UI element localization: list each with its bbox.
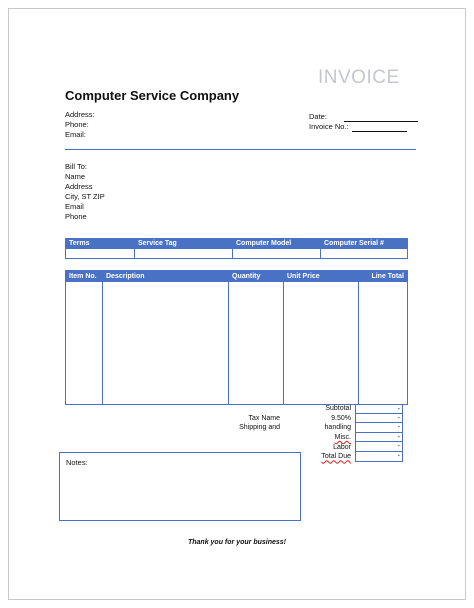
subtotal-value[interactable]: -	[355, 404, 403, 414]
column-divider	[283, 271, 284, 404]
invoice-no-field[interactable]	[352, 124, 407, 132]
total-due-value[interactable]: -	[355, 452, 403, 462]
computer-model-header: Computer Model	[233, 239, 321, 249]
handling-label: handling	[324, 424, 351, 432]
misc-label: Misc.	[334, 434, 351, 442]
labor-label: Labor	[333, 443, 351, 451]
tax-value[interactable]: -	[355, 414, 403, 424]
invoice-title: INVOICE	[318, 67, 400, 88]
phone-label: Phone:	[65, 120, 89, 129]
computer-serial-header: Computer Serial #	[321, 239, 408, 249]
date-field[interactable]	[344, 114, 418, 122]
tax-name-label: Tax Name	[248, 414, 280, 422]
description-header: Description	[106, 273, 145, 280]
computer-serial-cell[interactable]	[321, 249, 408, 259]
notes-box[interactable]	[59, 452, 301, 521]
thank-you-message: Thank you for your business!	[187, 539, 286, 546]
invoice-no-label: Invoice No.:	[309, 122, 349, 131]
bill-to-address: Address	[65, 182, 93, 191]
date-label: Date:	[309, 111, 327, 121]
misc-value[interactable]: -	[355, 433, 403, 443]
subtotal-label: Subtotal	[325, 405, 351, 413]
totals-row	[230, 404, 403, 414]
item-no-header: Item No.	[69, 273, 97, 280]
labor-value[interactable]: -	[355, 442, 403, 452]
column-divider	[228, 271, 229, 404]
service-tag-header: Service Tag	[135, 239, 233, 249]
bill-to-city: City, ST ZIP	[65, 192, 105, 201]
terms-header-row	[66, 239, 408, 249]
line-total-header: Line Total	[371, 273, 404, 280]
column-divider	[358, 271, 359, 404]
date-row	[309, 111, 418, 122]
totals-row	[230, 414, 403, 424]
company-contact-block	[65, 110, 95, 140]
totals-row	[230, 423, 403, 433]
bill-to-phone: Phone	[65, 212, 87, 221]
company-name: Computer Service Company	[65, 88, 240, 103]
unit-price-header: Unit Price	[287, 273, 320, 280]
bill-to-block	[65, 162, 105, 222]
totals-row	[230, 442, 403, 452]
terms-cell[interactable]	[66, 249, 135, 259]
bill-to-name: Name	[65, 172, 86, 181]
header-divider	[65, 149, 416, 150]
bill-to-email: Email	[65, 202, 84, 211]
handling-value[interactable]: -	[355, 423, 403, 433]
email-label: Email:	[65, 130, 86, 139]
address-label: Address:	[65, 110, 95, 119]
tax-rate-label: 9.50%	[331, 414, 351, 422]
computer-model-cell[interactable]	[233, 249, 321, 259]
bill-to-heading: Bill To:	[65, 162, 87, 171]
invoice-meta-block	[309, 111, 418, 132]
service-tag-cell[interactable]	[135, 249, 233, 259]
quantity-header: Quantity	[232, 273, 261, 280]
notes-label: Notes:	[66, 458, 88, 467]
total-due-label: Total Due	[321, 453, 351, 461]
terms-header: Terms	[66, 239, 135, 249]
terms-table	[65, 238, 408, 259]
terms-input-row	[66, 249, 408, 259]
invoice-no-row	[309, 122, 418, 133]
items-table	[65, 270, 408, 405]
shipping-label: Shipping and	[239, 424, 280, 432]
items-header-row	[66, 271, 407, 282]
totals-row	[230, 433, 403, 443]
column-divider	[102, 271, 103, 404]
